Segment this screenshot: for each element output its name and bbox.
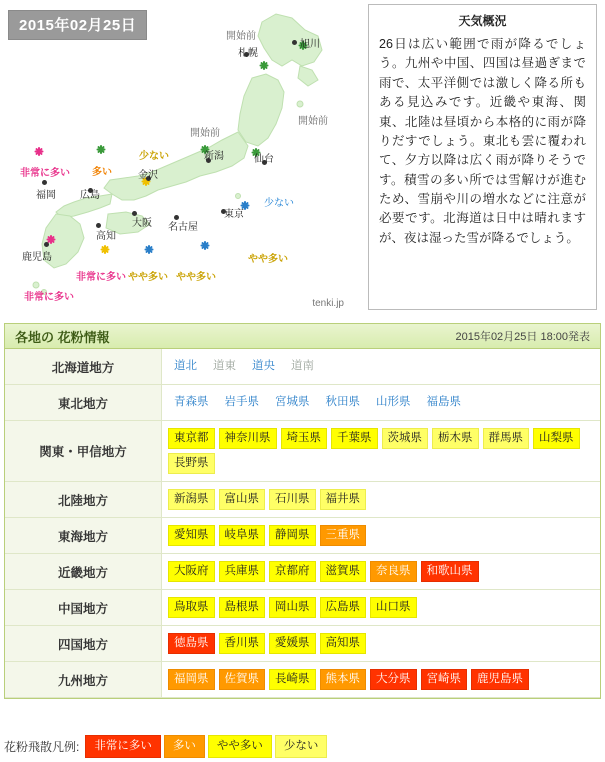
prefecture-chip[interactable]: 奈良県	[370, 561, 417, 582]
prefecture-chip[interactable]: 栃木県	[432, 428, 479, 449]
region-name: 四国地方	[5, 626, 162, 662]
table-row	[5, 349, 600, 385]
region-name: 北海道地方	[5, 349, 162, 385]
prefecture-chip[interactable]: 和歌山県	[421, 561, 479, 582]
map-label-14: 名古屋	[168, 222, 198, 233]
section-published: 2015年02月25日 18:00発表	[455, 331, 590, 343]
region-name: 東海地方	[5, 518, 162, 554]
legend-label: 花粉飛散凡例:	[4, 739, 80, 754]
region-name: 九州地方	[5, 662, 162, 698]
map-label-15: 東京	[224, 209, 244, 220]
prefecture-chip[interactable]: 宮崎県	[421, 669, 468, 690]
prefecture-chip[interactable]: 島根県	[219, 597, 266, 618]
table-row	[5, 554, 600, 590]
legend	[4, 734, 601, 758]
region-prefecture-cells	[162, 482, 601, 518]
prefecture-chip[interactable]: 熊本県	[320, 669, 367, 690]
prefecture-chip[interactable]: 香川県	[219, 633, 266, 654]
prefecture-chip[interactable]: 岩手県	[224, 396, 259, 408]
prefecture-chip[interactable]: 石川県	[269, 489, 316, 510]
prefecture-chip[interactable]: 徳島県	[168, 633, 215, 654]
map-label-20: やや多い	[176, 272, 216, 283]
prefecture-chip[interactable]: 富山県	[219, 489, 266, 510]
pollen-icon-yaya-tokai	[196, 236, 214, 254]
prefecture-chip[interactable]: 愛媛県	[269, 633, 316, 654]
map-label-4: 開始前	[190, 128, 220, 139]
city-dot-fukuoka	[42, 180, 47, 185]
table-row	[5, 590, 600, 626]
region-prefecture-cells	[162, 385, 601, 421]
section-title: 各地の 花粉情報	[15, 329, 110, 345]
prefecture-chip[interactable]: 岡山県	[269, 597, 316, 618]
weather-summary-panel	[368, 4, 597, 310]
prefecture-chip[interactable]: 山梨県	[533, 428, 580, 449]
map-label-6: 仙台	[254, 154, 274, 165]
prefecture-chip: 道南	[291, 360, 314, 372]
region-name: 中国地方	[5, 590, 162, 626]
prefecture-chip[interactable]: 青森県	[174, 396, 209, 408]
map-label-23: 非常に多い	[24, 292, 74, 303]
map-label-5: 新潟	[204, 151, 224, 162]
map-label-13: 大阪	[132, 218, 152, 229]
prefecture-chip[interactable]: 鳥取県	[168, 597, 215, 618]
prefecture-chip[interactable]: 千葉県	[331, 428, 378, 449]
table-row	[5, 518, 600, 554]
prefecture-chip[interactable]: 道央	[252, 360, 275, 372]
prefecture-chip[interactable]: 山形県	[376, 396, 411, 408]
region-prefecture-cells	[162, 518, 601, 554]
region-name: 東北地方	[5, 385, 162, 421]
region-prefecture-cells	[162, 662, 601, 698]
table-row	[5, 385, 600, 421]
region-name: 北陸地方	[5, 482, 162, 518]
prefecture-chip[interactable]: 福井県	[320, 489, 367, 510]
map-label-3: 開始前	[298, 116, 328, 127]
prefecture-chip[interactable]: 大阪府	[168, 561, 215, 582]
map-label-11: 福岡	[36, 190, 56, 201]
prefecture-chip[interactable]: 大分県	[370, 669, 417, 690]
prefecture-chip[interactable]: 宮城県	[275, 396, 310, 408]
legend-chip: 非常に多い	[85, 735, 161, 758]
map-label-7: 少ない	[139, 151, 169, 162]
region-prefecture-cells	[162, 554, 601, 590]
map-label-22: 非常に多い	[76, 272, 126, 283]
section-header	[5, 324, 600, 349]
map-credit: tenki.jp	[312, 298, 344, 309]
pollen-icon-yaya-kochi	[96, 240, 114, 258]
prefecture-chip[interactable]: 佐賀県	[219, 669, 266, 690]
weather-summary-body: 26日は広い範囲で雨が降るでしょう。九州や中国、四国は昼過ぎまで雨で、太平洋側では激しく降る所もある見込みです。近畿や東海、関東、北陸は昼頃から本格的に雨が降りだすでしょう。東北も雲に覆われて、夕方以降は広く雨が降りそうです。積雪の多い所では雪解けが進むため、雪崩や川の増水などに注意が必要です。北海道は日中は晴れますが、夜は湿った雪が降るでしょう。	[379, 37, 586, 245]
prefecture-chip[interactable]: 広島県	[320, 597, 367, 618]
prefecture-chip[interactable]: 山口県	[370, 597, 417, 618]
region-prefecture-cells	[162, 349, 601, 385]
map-label-17: 高知	[96, 231, 116, 242]
weather-summary-title: 天気概況	[458, 14, 507, 28]
prefecture-chip[interactable]: 京都府	[269, 561, 316, 582]
prefecture-chip[interactable]: 道北	[174, 360, 197, 372]
prefecture-chip[interactable]: 長野県	[168, 453, 215, 474]
city-dot-asahikawa	[292, 40, 297, 45]
prefecture-chip: 道東	[213, 360, 236, 372]
region-name: 関東・甲信地方	[5, 421, 162, 482]
table-row	[5, 626, 600, 662]
prefecture-chip[interactable]: 鹿児島県	[471, 669, 529, 690]
table-row	[5, 482, 600, 518]
prefecture-chip[interactable]: 愛知県	[168, 525, 215, 546]
pollen-map-panel[interactable]	[0, 0, 362, 315]
pollen-icon-hijou-fukuoka	[30, 142, 48, 160]
map-label-12: 広島	[80, 190, 100, 201]
map-label-0: 開始前	[226, 31, 256, 42]
prefecture-chip[interactable]: 秋田県	[325, 396, 360, 408]
region-name: 近畿地方	[5, 554, 162, 590]
prefecture-chip[interactable]: 岐阜県	[219, 525, 266, 546]
prefecture-chip[interactable]: 東京都	[168, 428, 215, 449]
map-label-1: 札幌	[238, 48, 258, 59]
legend-items	[85, 735, 330, 758]
prefecture-chip[interactable]: 三重県	[320, 525, 367, 546]
legend-chip: 少ない	[275, 735, 328, 758]
prefecture-chip[interactable]: 兵庫県	[219, 561, 266, 582]
prefecture-chip[interactable]: 埼玉県	[281, 428, 328, 449]
map-label-18: 鹿児島	[22, 252, 52, 263]
prefecture-chip[interactable]: 高知県	[320, 633, 367, 654]
prefecture-chip[interactable]: 静岡県	[269, 525, 316, 546]
prefecture-chip[interactable]: 福岡県	[168, 669, 215, 690]
region-prefecture-cells	[162, 590, 601, 626]
prefecture-chip[interactable]: 群馬県	[483, 428, 530, 449]
map-label-21: やや多い	[128, 272, 168, 283]
prefecture-chip[interactable]: 神奈川県	[219, 428, 277, 449]
map-label-19: やや多い	[248, 254, 288, 265]
pollen-table	[5, 349, 600, 698]
map-label-16: 少ない	[264, 198, 294, 209]
prefecture-chip[interactable]: 滋賀県	[320, 561, 367, 582]
legend-chip: やや多い	[208, 735, 272, 758]
map-label-2: 旭川	[300, 39, 320, 50]
city-dot-kagoshima	[44, 242, 49, 247]
map-date-badge: 2015年02月25日	[8, 10, 147, 40]
pollen-icon-ooi-west	[92, 140, 110, 158]
legend-chip: 多い	[164, 735, 205, 758]
map-label-8: 金沢	[138, 170, 158, 181]
top-area	[0, 0, 605, 318]
prefecture-chip[interactable]: 福島県	[426, 396, 461, 408]
prefecture-chip[interactable]: 茨城県	[382, 428, 429, 449]
region-prefecture-cells	[162, 626, 601, 662]
map-label-9: 多い	[92, 167, 112, 178]
table-row	[5, 421, 600, 482]
prefecture-chip[interactable]: 長崎県	[269, 669, 316, 690]
pollen-icon-yaya-shikoku	[140, 240, 158, 258]
map-label-10: 非常に多い	[20, 168, 70, 179]
pollen-info-section	[4, 323, 601, 699]
region-prefecture-cells	[162, 421, 601, 482]
prefecture-chip[interactable]: 新潟県	[168, 489, 215, 510]
table-row	[5, 662, 600, 698]
